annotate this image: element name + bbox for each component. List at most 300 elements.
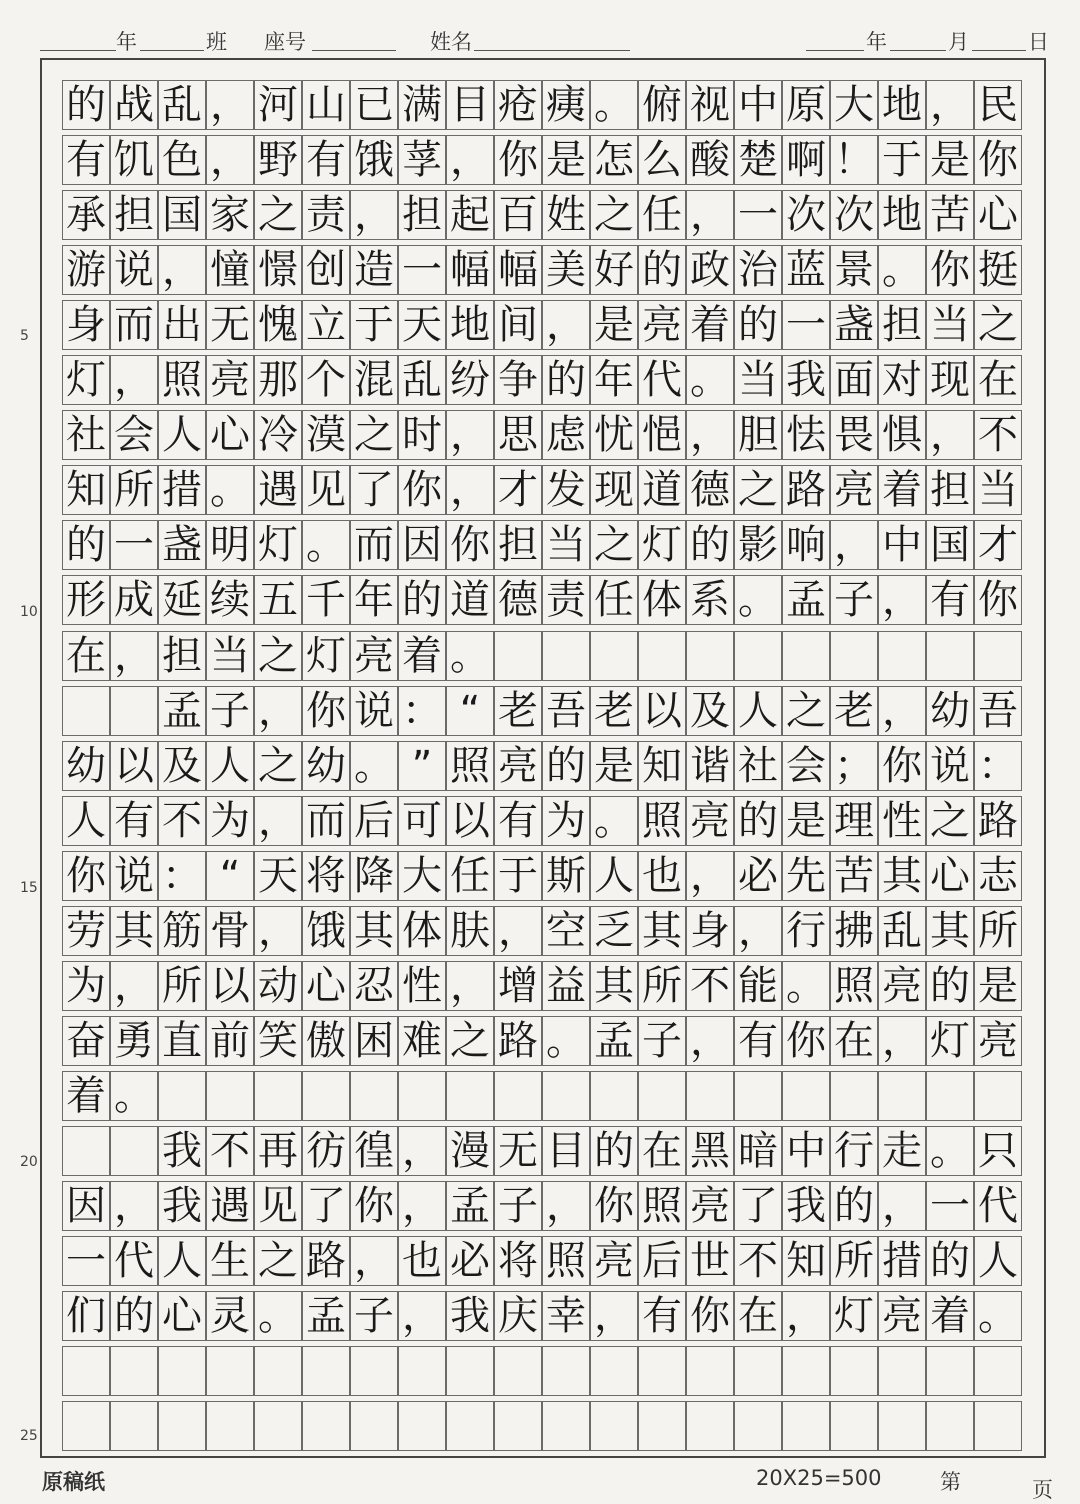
grid-cell: ； xyxy=(830,741,878,791)
day-label: 日 xyxy=(1028,30,1049,54)
grid-cell: 灯 xyxy=(830,1291,878,1341)
class-label: 班 xyxy=(206,30,227,54)
grid-cell xyxy=(62,686,110,736)
grid-cell: 面 xyxy=(830,355,878,405)
grid-cell: 子 xyxy=(350,1291,398,1341)
grid-cell: 怎 xyxy=(590,135,638,185)
grid-cell xyxy=(302,1071,350,1121)
grid-cell: ， xyxy=(110,961,158,1011)
page-label-start: 第 xyxy=(940,1470,961,1494)
grid-cell: 国 xyxy=(158,190,206,240)
grid-cell: 其 xyxy=(350,906,398,956)
grid-cell xyxy=(830,631,878,681)
grid-cell: 忍 xyxy=(350,961,398,1011)
grid-cell: 的 xyxy=(638,245,686,295)
grid-cell: 责 xyxy=(302,190,350,240)
grid-cell xyxy=(974,1071,1022,1121)
month-blank[interactable] xyxy=(890,50,946,51)
grid-cell: 劳 xyxy=(62,906,110,956)
grid-cell: 一 xyxy=(926,1181,974,1231)
line-number: 15 xyxy=(20,880,38,896)
grid-cell xyxy=(206,1401,254,1451)
grid-cell: ， xyxy=(878,686,926,736)
grid-cell: 游 xyxy=(62,245,110,295)
grid-cell: 的 xyxy=(398,575,446,625)
grid-cell: ， xyxy=(542,1181,590,1231)
grid-cell xyxy=(590,1401,638,1451)
grid-cell: 你 xyxy=(62,851,110,901)
grid-cell xyxy=(590,1346,638,1396)
grid-cell: 幅 xyxy=(494,245,542,295)
grid-cell: 担 xyxy=(110,190,158,240)
grid-cell: 其 xyxy=(638,906,686,956)
grid-cell: 道 xyxy=(638,465,686,515)
grid-cell: 之 xyxy=(590,190,638,240)
grid-cell: 照 xyxy=(158,355,206,405)
grid-cell: 。 xyxy=(254,1291,302,1341)
grid-cell: 年 xyxy=(590,355,638,405)
grid-cell: 之 xyxy=(446,1016,494,1066)
grid-cell: 啊 xyxy=(782,135,830,185)
grid-cell: 亮 xyxy=(878,961,926,1011)
grid-cell: ， xyxy=(446,961,494,1011)
grid-cell: 是 xyxy=(926,135,974,185)
grid-cell: 思 xyxy=(494,410,542,460)
grid-cell: 谐 xyxy=(686,741,734,791)
grade-label: 年 xyxy=(116,30,137,54)
grid-cell: 先 xyxy=(782,851,830,901)
grid-cell: 之 xyxy=(254,1236,302,1286)
grid-cell: 有 xyxy=(110,796,158,846)
grid-cell: 莩 xyxy=(398,135,446,185)
grid-cell: 中 xyxy=(734,80,782,130)
grid-cell: 将 xyxy=(494,1236,542,1286)
grid-cell: 亮 xyxy=(878,1291,926,1341)
grid-cell: 前 xyxy=(206,1016,254,1066)
grid-cell: 酸 xyxy=(686,135,734,185)
grid-cell: 也 xyxy=(398,1236,446,1286)
grid-cell: 志 xyxy=(974,851,1022,901)
grid-cell: 亮 xyxy=(686,1181,734,1231)
grid-cell: 幅 xyxy=(446,245,494,295)
grid-row xyxy=(62,190,1022,240)
grid-cell: 你 xyxy=(446,520,494,570)
grid-cell xyxy=(110,1401,158,1451)
grid-cell: ， xyxy=(782,1291,830,1341)
grid-cell: 饿 xyxy=(302,906,350,956)
grid-cell: 及 xyxy=(158,741,206,791)
grid-cell: 乱 xyxy=(878,906,926,956)
grid-cell: 不 xyxy=(158,796,206,846)
class-blank[interactable] xyxy=(140,50,204,51)
grid-cell: 色 xyxy=(158,135,206,185)
grid-cell: 山 xyxy=(302,80,350,130)
grid-cell: 痍 xyxy=(542,80,590,130)
grid-cell: ， xyxy=(110,631,158,681)
grid-cell: 以 xyxy=(206,961,254,1011)
grid-cell: 在 xyxy=(638,1126,686,1176)
grid-cell: 创 xyxy=(302,245,350,295)
grid-cell: 愧 xyxy=(254,300,302,350)
grid-cell: 德 xyxy=(494,575,542,625)
grid-cell: 疮 xyxy=(494,80,542,130)
grid-cell: 体 xyxy=(638,575,686,625)
grid-cell: 老 xyxy=(494,686,542,736)
grid-cell xyxy=(446,1401,494,1451)
grid-cell: 当 xyxy=(974,465,1022,515)
grid-cell: ， xyxy=(830,520,878,570)
grid-cell: 中 xyxy=(782,1126,830,1176)
grid-cell: 灯 xyxy=(638,520,686,570)
grid-cell xyxy=(254,1401,302,1451)
grid-cell: 景 xyxy=(830,245,878,295)
grid-cell: 立 xyxy=(302,300,350,350)
grid-cell: 饿 xyxy=(350,135,398,185)
grid-cell xyxy=(206,1346,254,1396)
grid-cell: 幼 xyxy=(62,741,110,791)
grid-cell: 担 xyxy=(926,465,974,515)
grid-cell: 于 xyxy=(878,135,926,185)
grid-cell xyxy=(734,1071,782,1121)
grid-cell xyxy=(638,1346,686,1396)
grid-cell: 的 xyxy=(542,355,590,405)
grid-cell: 原 xyxy=(782,80,830,130)
grid-cell: 当 xyxy=(926,300,974,350)
grid-cell: 地 xyxy=(878,190,926,240)
grid-cell: 你 xyxy=(878,741,926,791)
grid-cell: 无 xyxy=(206,300,254,350)
grid-cell: ， xyxy=(878,1181,926,1231)
grid-cell: 当 xyxy=(206,631,254,681)
grid-cell: 的 xyxy=(734,300,782,350)
grid-cell: 老 xyxy=(830,686,878,736)
grid-cell: 性 xyxy=(398,961,446,1011)
grid-cell: 幼 xyxy=(302,741,350,791)
grid-cell: 之 xyxy=(254,631,302,681)
grid-cell: 你 xyxy=(686,1291,734,1341)
grid-cell: 忧 xyxy=(590,410,638,460)
grid-cell: 代 xyxy=(638,355,686,405)
grid-cell: 之 xyxy=(590,520,638,570)
grid-cell xyxy=(62,1346,110,1396)
grid-cell: 战 xyxy=(110,80,158,130)
grid-cell: 不 xyxy=(974,410,1022,460)
grid-cell: 是 xyxy=(782,796,830,846)
grid-cell: 灯 xyxy=(926,1016,974,1066)
grid-row xyxy=(62,1181,1022,1231)
grid-cell: ， xyxy=(590,1291,638,1341)
grid-cell: 生 xyxy=(206,1236,254,1286)
grid-row xyxy=(62,135,1022,185)
grid-cell: 有 xyxy=(62,135,110,185)
grid-cell: 会 xyxy=(782,741,830,791)
grid-cell xyxy=(974,1401,1022,1451)
grid-cell: 着 xyxy=(62,1071,110,1121)
grid-cell: 灯 xyxy=(302,631,350,681)
grid-cell: 也 xyxy=(638,851,686,901)
grid-cell xyxy=(830,1346,878,1396)
grid-cell xyxy=(398,1071,446,1121)
day-blank[interactable] xyxy=(972,50,1026,51)
seat-blank[interactable] xyxy=(312,50,396,51)
grid-cell: 现 xyxy=(590,465,638,515)
name-blank[interactable] xyxy=(474,50,630,51)
grid-cell: 担 xyxy=(494,520,542,570)
grid-cell xyxy=(254,1346,302,1396)
grid-cell: ， xyxy=(542,300,590,350)
grid-cell: 的 xyxy=(734,796,782,846)
grid-cell: 有 xyxy=(734,1016,782,1066)
grid-cell: 责 xyxy=(542,575,590,625)
grid-cell: 我 xyxy=(158,1181,206,1231)
grid-cell: 盏 xyxy=(158,520,206,570)
grid-cell: 一 xyxy=(734,190,782,240)
grid-cell: 而 xyxy=(110,300,158,350)
grid-cell: 。 xyxy=(782,961,830,1011)
grid-cell: 怯 xyxy=(782,410,830,460)
grid-cell: 其 xyxy=(110,906,158,956)
grid-cell xyxy=(878,1346,926,1396)
grid-cell: ， xyxy=(446,410,494,460)
grid-cell: 河 xyxy=(254,80,302,130)
grid-cell: 乱 xyxy=(158,80,206,130)
grid-cell xyxy=(782,1346,830,1396)
grid-cell: 知 xyxy=(638,741,686,791)
grid-row xyxy=(62,465,1022,515)
grid-cell: 之 xyxy=(350,410,398,460)
grid-cell: 才 xyxy=(494,465,542,515)
grid-cell: 憧 xyxy=(206,245,254,295)
grid-cell: 之 xyxy=(926,796,974,846)
grid-cell: 天 xyxy=(398,300,446,350)
grid-cell xyxy=(638,1401,686,1451)
grid-cell: 心 xyxy=(206,410,254,460)
grid-cell xyxy=(62,1401,110,1451)
grid-cell: 着 xyxy=(878,465,926,515)
grid-cell: 所 xyxy=(110,465,158,515)
grid-cell: 困 xyxy=(350,1016,398,1066)
grid-cell: 担 xyxy=(398,190,446,240)
grid-cell xyxy=(494,1401,542,1451)
grid-cell: 乏 xyxy=(590,906,638,956)
grid-cell: 是 xyxy=(590,741,638,791)
grid-cell xyxy=(494,1071,542,1121)
grid-cell: 傲 xyxy=(302,1016,350,1066)
grid-row xyxy=(62,1401,1022,1451)
grid-cell: 子 xyxy=(206,686,254,736)
grid-cell: 身 xyxy=(686,906,734,956)
grid-cell: 所 xyxy=(974,906,1022,956)
grid-cell: 的 xyxy=(926,1236,974,1286)
grid-cell: 人 xyxy=(590,851,638,901)
grid-cell: 所 xyxy=(830,1236,878,1286)
grid-cell xyxy=(638,631,686,681)
grid-cell: 。 xyxy=(734,575,782,625)
grid-cell: ， xyxy=(734,906,782,956)
grid-cell: 担 xyxy=(878,300,926,350)
grid-cell xyxy=(974,1346,1022,1396)
seat-label: 座号 xyxy=(264,30,306,54)
grid-spec: 20X25=500 xyxy=(756,1466,882,1490)
grid-cell: 直 xyxy=(158,1016,206,1066)
grid-cell: 天 xyxy=(254,851,302,901)
grid-cell: 任 xyxy=(446,851,494,901)
form-header xyxy=(0,0,1080,60)
grid-cell xyxy=(494,631,542,681)
grid-cell: 。 xyxy=(110,1071,158,1121)
grid-cell: 你 xyxy=(974,575,1022,625)
month-label: 月 xyxy=(948,30,969,54)
grid-cell: 你 xyxy=(590,1181,638,1231)
grid-cell: 在 xyxy=(62,631,110,681)
grid-cell: 的 xyxy=(830,1181,878,1231)
grid-cell: 心 xyxy=(926,851,974,901)
grid-cell: 一 xyxy=(782,300,830,350)
grid-cell: 庆 xyxy=(494,1291,542,1341)
grid-cell: 骨 xyxy=(206,906,254,956)
grid-cell: 悒 xyxy=(638,410,686,460)
grid-cell: 难 xyxy=(398,1016,446,1066)
grid-cell: 子 xyxy=(494,1181,542,1231)
grid-cell: 无 xyxy=(494,1126,542,1176)
grid-cell: 的 xyxy=(686,520,734,570)
grid-cell: 饥 xyxy=(110,135,158,185)
grid-cell xyxy=(542,1401,590,1451)
grid-cell: ， xyxy=(686,1016,734,1066)
grid-cell: ， xyxy=(686,410,734,460)
grid-cell: 民 xyxy=(974,80,1022,130)
grid-cell: 肤 xyxy=(446,906,494,956)
grade-blank[interactable] xyxy=(40,50,116,51)
grid-cell: 孟 xyxy=(158,686,206,736)
grid-cell: 幸 xyxy=(542,1291,590,1341)
grid-cell: ” xyxy=(398,741,446,791)
grid-cell: 承 xyxy=(62,190,110,240)
grid-cell: 心 xyxy=(974,190,1022,240)
grid-row xyxy=(62,686,1022,736)
grid-cell: 降 xyxy=(350,851,398,901)
grid-cell: 一 xyxy=(398,245,446,295)
grid-cell: 以 xyxy=(446,796,494,846)
grid-cell: 起 xyxy=(446,190,494,240)
grid-cell: 成 xyxy=(110,575,158,625)
grid-cell: ， xyxy=(446,135,494,185)
grid-cell: 吾 xyxy=(542,686,590,736)
grid-cell: 其 xyxy=(590,961,638,1011)
grid-row xyxy=(62,300,1022,350)
line-number: 20 xyxy=(20,1154,38,1170)
grid-cell xyxy=(734,1346,782,1396)
grid-cell: 我 xyxy=(158,1126,206,1176)
grid-cell: 美 xyxy=(542,245,590,295)
grid-cell: 不 xyxy=(734,1236,782,1286)
grid-cell: 漫 xyxy=(446,1126,494,1176)
grid-cell: 人 xyxy=(734,686,782,736)
grid-cell: ， xyxy=(350,190,398,240)
grid-cell: 后 xyxy=(638,1236,686,1286)
grid-row xyxy=(62,355,1022,405)
page-number-field xyxy=(940,1466,1053,1502)
grid-cell: 漠 xyxy=(302,410,350,460)
grid-cell: 人 xyxy=(158,1236,206,1286)
grid-cell: 知 xyxy=(782,1236,830,1286)
grid-cell: 了 xyxy=(302,1181,350,1231)
grid-cell: ， xyxy=(398,1291,446,1341)
grid-cell: 么 xyxy=(638,135,686,185)
grid-cell: 路 xyxy=(782,465,830,515)
grid-cell: 政 xyxy=(686,245,734,295)
grid-cell: 你 xyxy=(302,686,350,736)
grid-cell xyxy=(926,631,974,681)
grid-cell: 的 xyxy=(590,1126,638,1176)
grid-cell: 。 xyxy=(350,741,398,791)
grid-cell: 明 xyxy=(206,520,254,570)
grid-cell: 有 xyxy=(302,135,350,185)
grid-cell: 惧 xyxy=(878,410,926,460)
grid-cell: 对 xyxy=(878,355,926,405)
grid-cell: 你 xyxy=(782,1016,830,1066)
grid-cell: 虑 xyxy=(542,410,590,460)
paper-label: 原稿纸 xyxy=(42,1469,105,1494)
grid-cell xyxy=(926,1346,974,1396)
year-blank[interactable] xyxy=(806,50,864,51)
grid-cell: 。 xyxy=(686,355,734,405)
grid-cell: 不 xyxy=(686,961,734,1011)
grid-cell: 行 xyxy=(830,1126,878,1176)
grid-cell: ， xyxy=(206,80,254,130)
grid-row xyxy=(62,1016,1022,1066)
grid-cell: 吾 xyxy=(974,686,1022,736)
grid-cell: 之 xyxy=(254,741,302,791)
grid-cell: “ xyxy=(206,851,254,901)
grid-cell xyxy=(302,1346,350,1396)
grid-cell: 在 xyxy=(830,1016,878,1066)
grid-cell: 了 xyxy=(350,465,398,515)
grid-cell: ， xyxy=(254,796,302,846)
grid-cell: 在 xyxy=(734,1291,782,1341)
grid-cell: 。 xyxy=(878,245,926,295)
grid-cell: 野 xyxy=(254,135,302,185)
grid-cell: 遇 xyxy=(206,1181,254,1231)
grid-cell: ， xyxy=(686,190,734,240)
grid-cell: 一 xyxy=(110,520,158,570)
grid-cell: 只 xyxy=(974,1126,1022,1176)
grid-row xyxy=(62,906,1022,956)
grid-row xyxy=(62,80,1022,130)
grid-cell: 灯 xyxy=(62,355,110,405)
grid-cell: 筋 xyxy=(158,906,206,956)
grid-cell: 。 xyxy=(590,796,638,846)
grid-cell xyxy=(110,1126,158,1176)
grid-cell: 你 xyxy=(350,1181,398,1231)
grid-row xyxy=(62,631,1022,681)
grid-cell: 增 xyxy=(494,961,542,1011)
grid-cell: ！ xyxy=(830,135,878,185)
grid-row xyxy=(62,575,1022,625)
grid-cell: 们 xyxy=(62,1291,110,1341)
grid-cell: 形 xyxy=(62,575,110,625)
grid-cell xyxy=(350,1401,398,1451)
grid-cell: 照 xyxy=(446,741,494,791)
grid-cell: 俯 xyxy=(638,80,686,130)
grid-cell: 之 xyxy=(734,465,782,515)
grid-cell: 幼 xyxy=(926,686,974,736)
grid-cell: ， xyxy=(926,410,974,460)
grid-row xyxy=(62,961,1022,1011)
grid-cell xyxy=(302,1401,350,1451)
grid-cell xyxy=(734,1401,782,1451)
grid-cell: 有 xyxy=(926,575,974,625)
